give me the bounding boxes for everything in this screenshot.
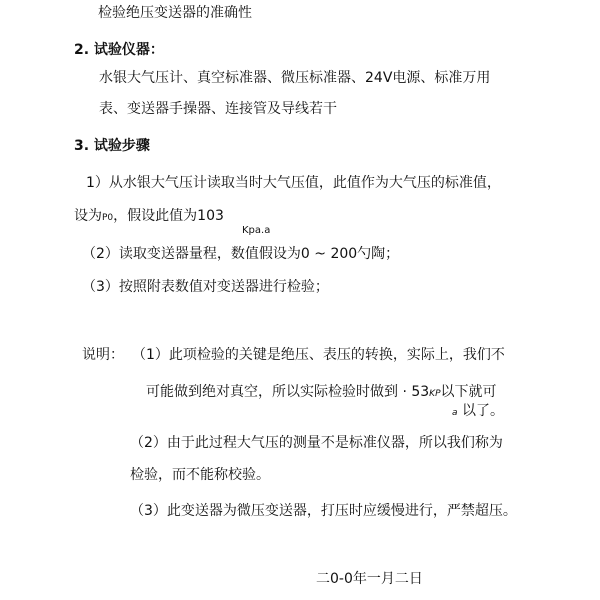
note-3: （3）此变送器为微压变送器，打压时应缓慢进行，严禁超压。 [130, 503, 517, 519]
note-1-suffix: 以下就可 [440, 384, 497, 400]
pressure-unit: Kpa.a [242, 225, 271, 236]
note-1-tail: 以了。 [461, 403, 504, 419]
section-heading-instruments: 2. 试验仪器： [74, 42, 164, 58]
purpose-line: 检验绝压变送器的准确性 [98, 5, 252, 21]
note-1-prefix: 可能做到绝对真空，所以实际检验时做到 · 53 [146, 384, 430, 400]
a-symbol: a [452, 408, 458, 418]
note-2-line-2: 检验，而不能称校验。 [130, 467, 270, 483]
step-1-line-2 [74, 207, 224, 227]
note-label: 说明： [82, 347, 124, 363]
p0-symbol: P0 [102, 213, 114, 223]
note-1-line-2 [146, 383, 497, 403]
note-2-line-1: （2）由于此过程大气压的测量不是标准仪器，所以我们称为 [130, 435, 503, 451]
instruments-line-2: 表、变送器手操器、连接管及导线若干 [99, 101, 337, 117]
step-1-prefix: 设为 [74, 208, 102, 224]
date-line: 二0-0年一月二日 [316, 571, 423, 587]
note-1-line-3 [452, 402, 504, 422]
kp-symbol: KP [429, 389, 441, 399]
instruments-line-1: 水银大气压计、真空标准器、微压标准器、24V电源、标准万用 [99, 70, 491, 86]
step-3: （3）按照附表数值对变送器进行检验； [82, 279, 329, 295]
step-1-line-1: 1）从水银大气压计读取当时大气压值，此值作为大气压的标准值， [86, 175, 501, 191]
section-heading-steps: 3. 试验步骤 [74, 138, 150, 154]
step-2: （2）读取变送器量程，数值假设为0 ~ 200勺陶； [82, 246, 400, 262]
note-1-line-1: （1）此项检验的关键是绝压、表压的转换，实际上，我们不 [132, 347, 505, 363]
step-1-suffix: ，假设此值为103 [113, 208, 224, 224]
